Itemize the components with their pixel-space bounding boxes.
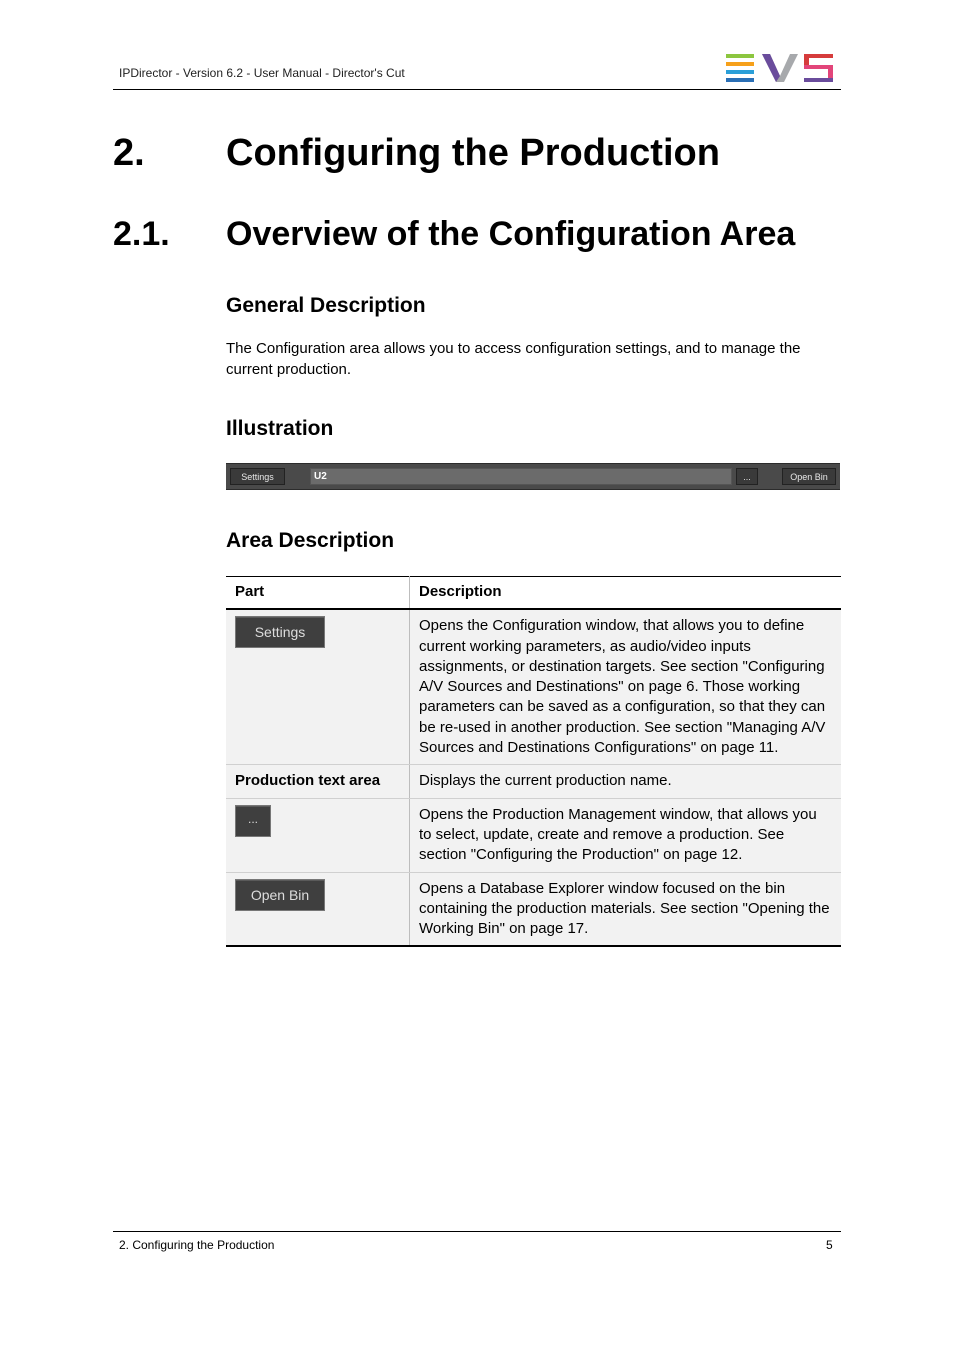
row-description: Displays the current production name. bbox=[410, 765, 842, 798]
row-description: Opens the Production Management window, that allows you to select, update, create and remove a production. See section "Configuring the Production" on page 12. bbox=[410, 798, 842, 872]
running-header: IPDirector - Version 6.2 - User Manual - Director's Cut bbox=[119, 66, 405, 80]
row-part-label: Production text area bbox=[226, 765, 410, 798]
general-description-text: The Configuration area allows you to access configuration settings, and to manage the current production. bbox=[226, 340, 801, 378]
configuration-toolbar-illustration bbox=[226, 463, 840, 490]
row-description: Opens a Database Explorer window focused on the bin containing the production materials. See section "Opening the Working Bin" on page 17. bbox=[410, 872, 842, 946]
chapter-number: 2. bbox=[113, 132, 145, 174]
running-footer: 2. Configuring the Production bbox=[119, 1238, 275, 1252]
illustration-heading: Illustration bbox=[226, 417, 334, 440]
table-row bbox=[226, 765, 841, 798]
open-bin-button[interactable]: Open Bin bbox=[782, 468, 836, 485]
production-text-area[interactable]: U2 bbox=[310, 468, 732, 485]
browse-button-image: ... bbox=[235, 805, 271, 837]
open-bin-button-image: Open Bin bbox=[235, 879, 325, 911]
settings-button-image: Settings bbox=[235, 616, 325, 648]
table-row bbox=[226, 609, 841, 765]
general-description-heading: General Description bbox=[226, 294, 426, 317]
column-header-description: Description bbox=[410, 577, 842, 610]
page-number: 5 bbox=[826, 1238, 833, 1252]
browse-production-button[interactable]: ... bbox=[736, 468, 758, 485]
chapter-title: Configuring the Production bbox=[226, 132, 720, 174]
table-row bbox=[226, 798, 841, 872]
area-description-heading: Area Description bbox=[226, 529, 395, 552]
footer-rule bbox=[113, 1231, 841, 1232]
column-header-part: Part bbox=[226, 577, 410, 610]
section-title: Overview of the Configuration Area bbox=[226, 215, 796, 253]
section-number: 2.1. bbox=[113, 215, 170, 253]
table-row bbox=[226, 872, 841, 946]
area-description-table bbox=[226, 576, 841, 947]
header-rule bbox=[113, 89, 841, 90]
row-description: Opens the Configuration window, that allows you to define current working parameters, as audio/video inputs assignments, or destination targets. See section "Configuring A/V Sources and Destinations" on page 6. Those working parameters can be saved as a configuration, so that they can be re-used in another production. See section "Managing A/V Sources and Destinations Configurations" on page 11. bbox=[410, 609, 842, 765]
evs-logo bbox=[726, 54, 834, 82]
settings-button[interactable]: Settings bbox=[230, 468, 285, 485]
